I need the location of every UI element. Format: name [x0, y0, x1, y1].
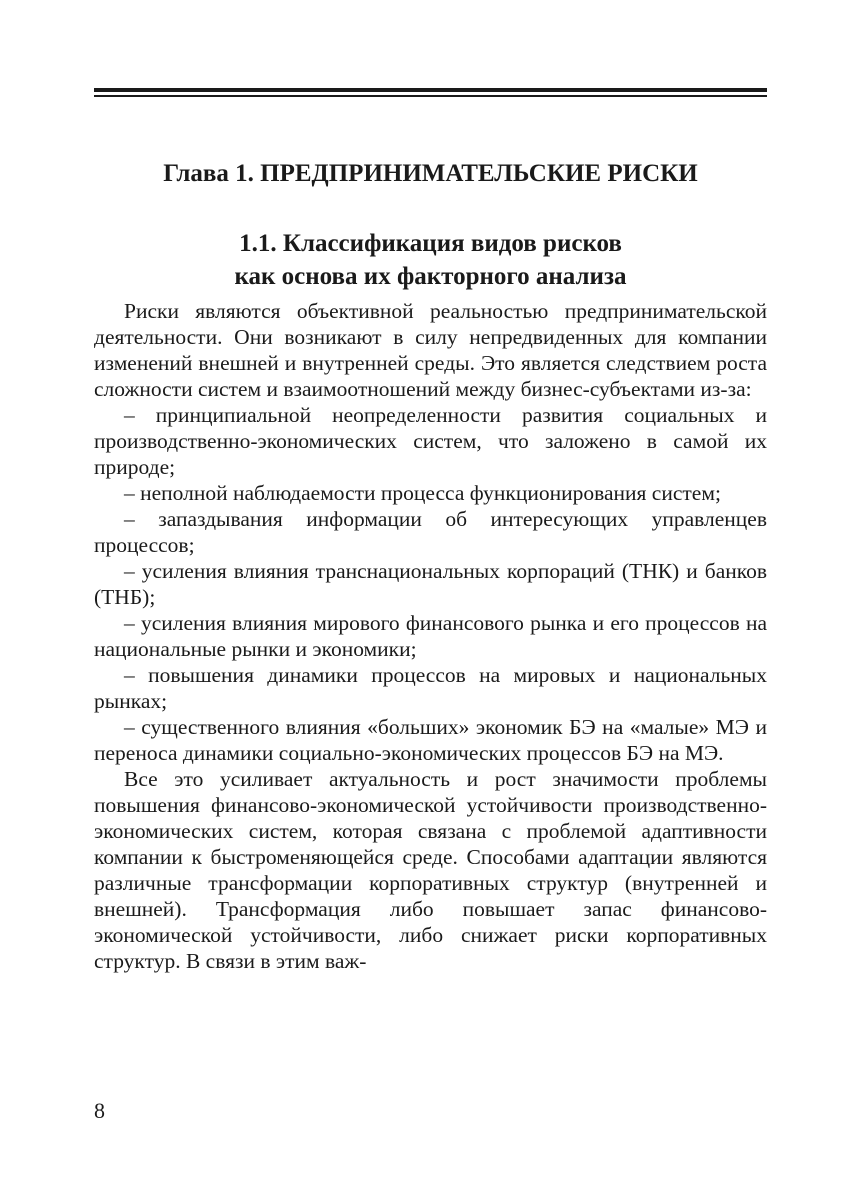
list-item: – усиления влияния транснациональных корпораций (ТНК) и банков (ТНБ); [94, 559, 767, 609]
section-title-line-2: как основа их факторного анализа [234, 263, 627, 290]
list-item: – усиления влияния мирового финансового рынка и его процессов на национальные рынки и экономики; [94, 611, 767, 661]
list-item: – существенного влияния «больших» экономик БЭ на «малые» МЭ и переноса динамики социально-экономических процессов БЭ на МЭ. [94, 715, 767, 765]
list-item: – принципиальной неопределенности развития социальных и производственно-экономических систем, что заложено в самой их природе; [94, 403, 767, 479]
chapter-title: Глава 1. ПРЕДПРИНИМАТЕЛЬСКИЕ РИСКИ [163, 160, 698, 187]
section-title-line-1: 1.1. Классификация видов рисков [239, 230, 622, 257]
paragraph-conclusion: Все это усиливает актуальность и рост значимости проблемы повышения финансово-экономической устойчивости производственно-экономических систем, которая связана с проблемой адаптивности компании к быстроменяющейся среде. Способами адаптации являются различные трансформации корпоративных структур (внутренней и внешней). Трансформация либо повышает запас финансово-экономической устойчивости, либо снижает риски корпоративных структур. В связи в этим важ- [94, 767, 767, 973]
header-rule-thick [94, 88, 767, 92]
body-text [94, 298, 767, 974]
list-item: – неполной наблюдаемости процесса функционирования систем; [124, 481, 721, 505]
paragraph-intro: Риски являются объективной реальностью предпринимательской деятельности. Они возникают в силу непредвиденных для компании изменений внешней и внутренней среды. Это является следствием роста сложности систем и взаимоотношений между бизнес-субъектами из-за: [94, 299, 767, 401]
page-number: 8 [94, 1098, 105, 1123]
section-title [94, 227, 767, 293]
list-item: – запаздывания информации об интересующих управленцев процессов; [94, 507, 767, 557]
header-rule-thin [94, 95, 767, 97]
list-item: – повышения динамики процессов на мировых и национальных рынках; [94, 663, 767, 713]
